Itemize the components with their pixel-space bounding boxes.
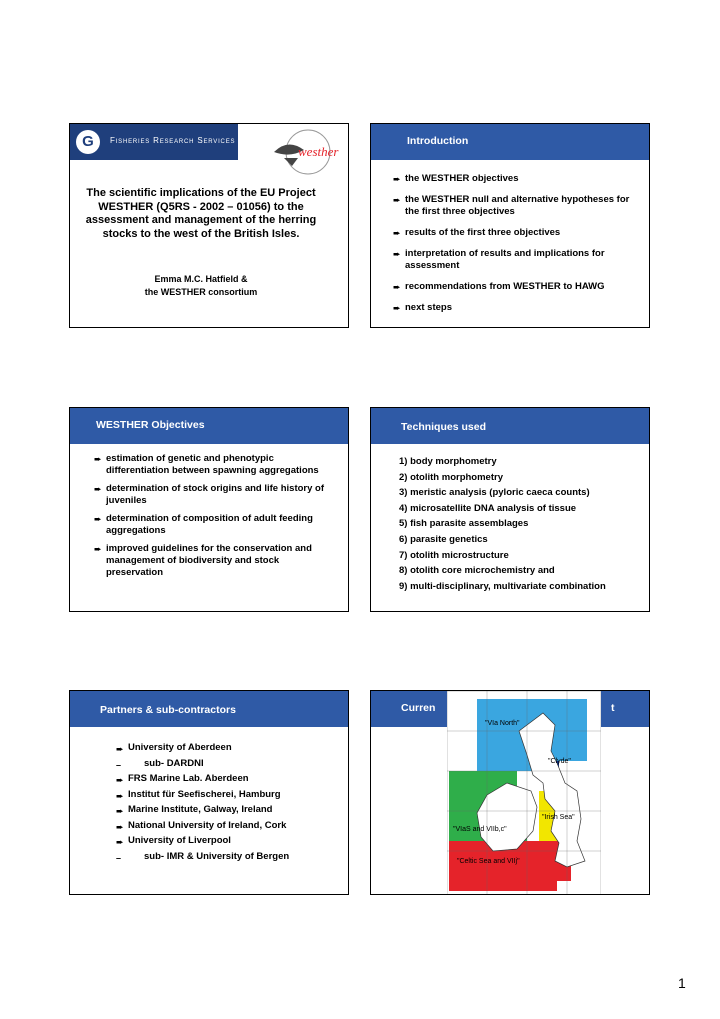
- introduction-list: [393, 173, 643, 314]
- arrow-bullet-icon: ➨: [116, 837, 124, 847]
- list-item: ➨ determination of composition of adult feeding aggregations: [94, 513, 313, 536]
- list-item: ➨ estimation of genetic and phenotypic differentiation between spawning aggregations: [94, 453, 319, 476]
- author-line-1: Emma M.C. Hatfield &: [154, 274, 248, 284]
- slide-introduction: [370, 123, 650, 328]
- label-via-north: "VIa North": [485, 720, 520, 727]
- list-item: ➨ FRS Marine Lab. Aberdeen: [116, 771, 341, 787]
- list-item: ➨ National University of Ireland, Cork: [116, 818, 341, 834]
- list-item: ➨ results of the first three objectives: [393, 227, 561, 238]
- slide-header-title: Techniques used: [401, 421, 486, 433]
- list-item: 4) microsatellite DNA analysis of tissue: [399, 502, 577, 514]
- presentation-title: The scientific implications of the EU Project WESTHER (Q5RS - 2002 – 01056) to the assessment and management of the herring stocks to the west of the British Isles.: [85, 187, 317, 240]
- list-item: ➨ next steps: [393, 302, 452, 313]
- slide-header: [70, 408, 348, 444]
- author-block: [76, 273, 326, 299]
- dash-bullet-icon: –: [116, 759, 122, 770]
- arrow-bullet-icon: ➨: [393, 195, 401, 205]
- slide-partners: [69, 690, 349, 895]
- arrow-bullet-icon: ➨: [116, 775, 124, 785]
- arrow-bullet-icon: ➨: [393, 303, 401, 313]
- list-item: 9) multi-disciplinary, multivariate combination: [399, 580, 606, 592]
- slide-header-title-left: Curren: [401, 702, 436, 714]
- list-item: ➨ recommendations from WESTHER to HAWG: [393, 281, 605, 292]
- dash-bullet-icon: –: [116, 852, 122, 863]
- list-item-sub: – sub- IMR & University of Bergen: [116, 849, 341, 865]
- list-item: ➨ interpretation of results and implications for assessment: [393, 248, 605, 271]
- partners-list: [116, 740, 341, 864]
- arrow-bullet-icon: ➨: [393, 249, 401, 259]
- westher-logo-icon: [268, 128, 348, 186]
- page-number: 1: [678, 975, 686, 991]
- arrow-bullet-icon: ➨: [94, 484, 102, 494]
- list-item: 6) parasite genetics: [399, 533, 488, 545]
- list-item: 7) otolith microstructure: [399, 549, 509, 561]
- slide-header: [70, 691, 348, 727]
- frs-logo-bar: [70, 124, 238, 160]
- techniques-list: [399, 454, 649, 594]
- list-item: ➨ Institut für Seefischerei, Hamburg: [116, 787, 341, 803]
- arrow-bullet-icon: ➨: [393, 228, 401, 238]
- list-item: ➨ determination of stock origins and life history of juveniles: [94, 483, 324, 506]
- slide-header-title-right: t: [611, 702, 615, 714]
- slide-header-title: Introduction: [407, 135, 469, 147]
- slide-header: [371, 124, 649, 160]
- list-item: ➨ the WESTHER null and alternative hypotheses for the first three objectives: [393, 194, 630, 217]
- slide-header: [371, 408, 649, 444]
- arrow-bullet-icon: ➨: [393, 282, 401, 292]
- arrow-bullet-icon: ➨: [116, 821, 124, 832]
- list-item: ➨ University of Liverpool: [116, 833, 341, 849]
- list-item: ➨ University of Aberdeen: [116, 740, 341, 756]
- label-celtic: "Celtic Sea and VIIj": [457, 858, 520, 865]
- author-line-2: the WESTHER consortium: [144, 287, 258, 297]
- list-item: 2) otolith morphometry: [399, 471, 503, 483]
- arrow-bullet-icon: ➨: [393, 174, 401, 184]
- slide-current-stocks: [370, 690, 650, 895]
- list-item-sub: – sub- DARDNI: [116, 756, 341, 772]
- slide-header-title: Partners & sub-contractors: [100, 704, 236, 716]
- label-irish-sea: "Irish Sea": [542, 814, 575, 821]
- slide-header-title: WESTHER Objectives: [96, 419, 205, 431]
- arrow-bullet-icon: ➨: [116, 790, 124, 801]
- list-item: ➨ the WESTHER objectives: [393, 173, 519, 184]
- arrow-bullet-icon: ➨: [94, 514, 102, 524]
- list-item: 8) otolith core microchemistry and: [399, 565, 555, 577]
- arrow-bullet-icon: ➨: [116, 744, 124, 754]
- slide-objectives: [69, 407, 349, 612]
- slide-techniques: [370, 407, 650, 612]
- list-item: 5) fish parasite assemblages: [399, 518, 529, 530]
- slide-title: [69, 123, 349, 328]
- list-item: 3) meristic analysis (pyloric caeca counts): [399, 487, 590, 499]
- org-name: Fisheries Research Services: [110, 136, 236, 145]
- list-item: 1) body morphometry: [399, 456, 497, 467]
- list-item: ➨ Marine Institute, Galway, Ireland: [116, 802, 341, 818]
- label-vias: "VIaS and VIIb,c": [453, 826, 507, 833]
- objectives-list: [94, 453, 334, 579]
- arrow-bullet-icon: ➨: [94, 544, 102, 554]
- frs-logo-icon: G: [76, 130, 100, 154]
- svg-text:westher: westher: [298, 144, 339, 159]
- arrow-bullet-icon: ➨: [116, 806, 124, 816]
- arrow-bullet-icon: ➨: [94, 454, 102, 464]
- list-item: ➨ improved guidelines for the conservation and management of biodiversity and stock preservation: [94, 543, 312, 578]
- stock-areas-map: [447, 691, 601, 895]
- label-clyde: "Clyde": [548, 758, 571, 765]
